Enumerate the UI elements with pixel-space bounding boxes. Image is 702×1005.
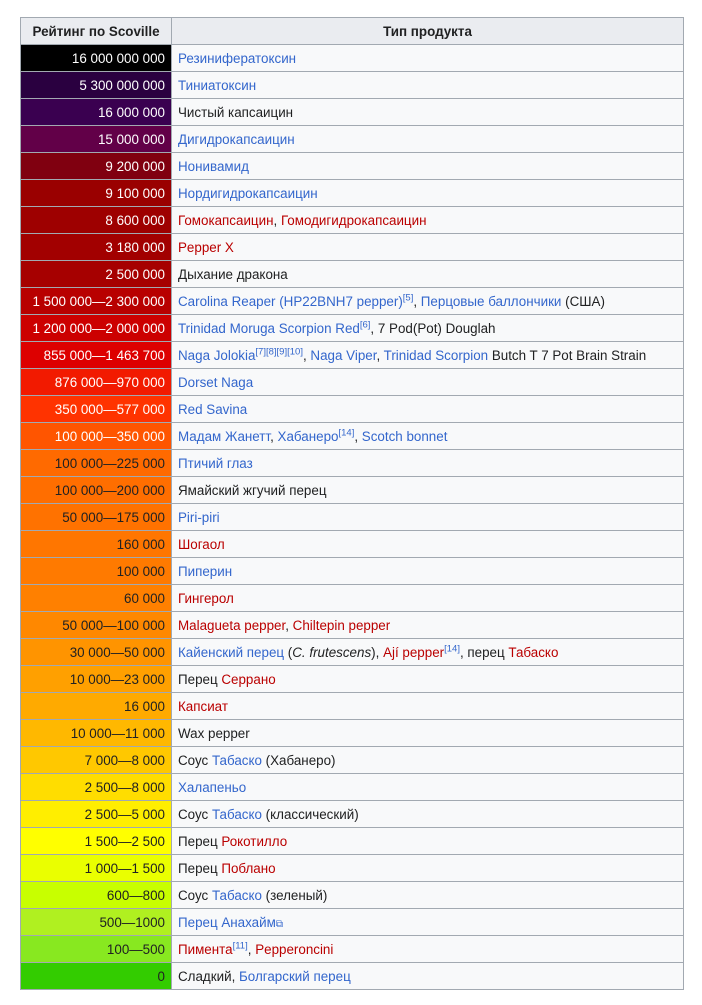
product-cell [172,423,684,450]
article-link[interactable]: Scotch bonnet [361,428,448,444]
rating-cell: 876 000—970 000 [21,369,172,396]
table-row [21,126,684,153]
product-cell [172,126,684,153]
rating-cell: 100 000 [21,558,172,585]
rating-cell: 100—500 [21,936,172,963]
product-cell [172,207,684,234]
table-row [21,801,684,828]
table-row [21,855,684,882]
article-link[interactable]: Табаско [211,887,262,903]
article-link[interactable]: Trinidad Scorpion [383,347,489,363]
table-row [21,369,684,396]
article-link[interactable]: Хабанеро [277,428,339,444]
article-link[interactable]: Перец Анахайм [178,914,276,930]
plain-text: Wax pepper [178,725,250,741]
rating-cell: 9 200 000 [21,153,172,180]
rating-cell: 30 000—50 000 [21,639,172,666]
table-row [21,720,684,747]
plain-text: Соус [178,806,212,822]
plain-text: (зеленый) [261,887,328,903]
table-row [21,423,684,450]
rating-cell: 500—1000 [21,909,172,936]
article-link[interactable]: Птичий глаз [178,455,253,471]
rating-cell: 1 200 000—2 000 000 [21,315,172,342]
table-row [21,477,684,504]
table-row [21,207,684,234]
missing-article-link[interactable]: Поблано [221,860,276,876]
article-link[interactable]: Дигидрокапсаицин [178,131,295,147]
reference-link[interactable]: [5] [402,292,414,304]
rating-cell: 100 000—200 000 [21,477,172,504]
product-cell [172,666,684,693]
rating-cell: 15 000 000 [21,126,172,153]
missing-article-link[interactable]: Malagueta pepper [178,617,286,633]
missing-article-link[interactable]: Рокотилло [221,833,288,849]
article-link[interactable]: Нонивамид [178,158,249,174]
product-cell [172,828,684,855]
product-cell [172,531,684,558]
rating-cell: 100 000—225 000 [21,450,172,477]
table-row [21,261,684,288]
table-row [21,828,684,855]
table-row [21,342,684,369]
missing-article-link[interactable]: Ají pepper [383,644,445,660]
rating-cell: 160 000 [21,531,172,558]
product-cell [172,504,684,531]
article-link[interactable]: Резинифератоксин [178,50,297,66]
plain-text: , [273,212,281,228]
table-row [21,666,684,693]
rating-cell: 2 500—5 000 [21,801,172,828]
plain-text: ), [371,644,384,660]
table-row [21,288,684,315]
table-row [21,45,684,72]
table-row [21,639,684,666]
rating-cell: 600—800 [21,882,172,909]
article-link[interactable]: Тиниатоксин [178,77,257,93]
rating-cell: 16 000 [21,693,172,720]
article-link[interactable]: Мадам Жанетт [178,428,271,444]
plain-text: , [302,347,311,363]
table-row [21,99,684,126]
reference-link[interactable]: [14] [338,427,355,439]
rating-cell: 10 000—11 000 [21,720,172,747]
plain-text: Butch T 7 Pot Brain Strain [488,347,647,363]
missing-article-link[interactable]: Шогаол [178,536,225,552]
table-row [21,882,684,909]
product-cell [172,450,684,477]
product-cell [172,180,684,207]
product-cell [172,936,684,963]
product-cell [172,747,684,774]
plain-text: (классический) [261,806,359,822]
plain-text: (США) [561,293,605,309]
rating-cell: 0 [21,963,172,990]
missing-article-link[interactable]: Гомодигидрокапсаицин [280,212,427,228]
article-link[interactable]: Болгарский перец [239,968,351,984]
article-link[interactable]: Табаско [211,752,262,768]
rating-cell: 1 500 000—2 300 000 [21,288,172,315]
product-cell [172,153,684,180]
article-link[interactable]: Нордигидрокапсаицин [178,185,318,201]
product-cell [172,72,684,99]
plain-text: , [270,428,278,444]
plain-text: Перец [178,671,222,687]
plain-text: Сладкий, [178,968,240,984]
missing-article-link[interactable]: Серрано [221,671,276,687]
rating-cell: 50 000—175 000 [21,504,172,531]
rating-cell: 16 000 000 000 [21,45,172,72]
rating-cell: 60 000 [21,585,172,612]
product-cell [172,369,684,396]
header-rating[interactable]: Рейтинг по Scoville [21,18,172,45]
article-link[interactable]: Халапеньо [178,779,247,795]
table-row [21,585,684,612]
product-cell [172,477,684,504]
plain-text: , 7 Pod(Pot) Douglah [370,320,496,336]
header-product-type[interactable]: Тип продукта [172,18,684,45]
missing-article-link[interactable]: Pepperoncini [255,941,334,957]
plain-text: , [247,941,256,957]
article-link[interactable]: Naga Jolokia [178,347,256,363]
table-row [21,153,684,180]
reference-link[interactable]: [11] [232,940,248,952]
missing-article-link[interactable]: Табаско [508,644,559,660]
table-body [21,45,684,990]
plain-text: Ямайский жгучий перец [178,482,327,498]
rating-cell: 1 500—2 500 [21,828,172,855]
product-cell [172,909,684,936]
plain-text: , перец [459,644,509,660]
table-row [21,936,684,963]
product-cell [172,342,684,369]
rating-cell: 100 000—350 000 [21,423,172,450]
product-cell [172,693,684,720]
table-row [21,612,684,639]
table-row [21,693,684,720]
missing-article-link[interactable]: Гингерол [178,590,234,606]
plain-text: , [285,617,293,633]
product-cell [172,99,684,126]
product-cell [172,234,684,261]
article-link[interactable]: Перцовые баллончики [420,293,562,309]
table-row [21,909,684,936]
scoville-table [20,17,684,990]
table-row [21,531,684,558]
rating-cell: 855 000—1 463 700 [21,342,172,369]
product-cell [172,801,684,828]
product-cell [172,639,684,666]
rating-cell: 2 500 000 [21,261,172,288]
plain-text: Перец [178,833,222,849]
rating-cell: 16 000 000 [21,99,172,126]
external-link-icon: ⧉ [275,918,283,930]
table-row [21,963,684,990]
product-cell [172,396,684,423]
product-cell [172,963,684,990]
table-row [21,234,684,261]
plain-text: (Хабанеро) [261,752,336,768]
reference-link[interactable]: [7][8][9][10] [255,346,303,358]
plain-text: , [413,293,421,309]
product-cell [172,261,684,288]
rating-cell: 50 000—100 000 [21,612,172,639]
rating-cell: 10 000—23 000 [21,666,172,693]
table-row [21,558,684,585]
rating-cell: 2 500—8 000 [21,774,172,801]
italic-text: C. frutescens [292,644,372,660]
rating-cell: 8 600 000 [21,207,172,234]
article-link[interactable]: Naga Viper [310,347,377,363]
article-link[interactable]: Piri-piri [178,509,220,525]
table-row [21,396,684,423]
table-row [21,747,684,774]
rating-cell: 3 180 000 [21,234,172,261]
product-cell [172,720,684,747]
missing-article-link[interactable]: Пимента [178,941,233,957]
plain-text: Чистый капсаицин [178,104,294,120]
product-cell [172,882,684,909]
article-link[interactable]: Trinidad Moruga Scorpion Red [178,320,360,336]
plain-text: , [376,347,384,363]
product-cell [172,855,684,882]
article-link[interactable]: Кайенский перец [178,644,285,660]
rating-cell: 9 100 000 [21,180,172,207]
plain-text: Перец [178,860,222,876]
table-row [21,774,684,801]
header-row [21,18,684,45]
rating-cell: 7 000—8 000 [21,747,172,774]
plain-text: , [354,428,362,444]
article-link[interactable]: Пиперин [178,563,233,579]
plain-text: Соус [178,887,212,903]
article-link[interactable]: Табаско [211,806,262,822]
table-row [21,180,684,207]
reference-link[interactable]: [14] [444,643,460,655]
article-link[interactable]: Red Savina [178,401,248,417]
plain-text: ( [284,644,293,660]
plain-text: Дыхание дракона [178,266,288,282]
table-row [21,504,684,531]
product-cell [172,558,684,585]
product-cell [172,585,684,612]
missing-article-link[interactable]: Chiltepin pepper [292,617,391,633]
product-cell [172,774,684,801]
article-link[interactable]: Carolina Reaper (HP22BNH7 pepper) [178,293,403,309]
rating-cell: 350 000—577 000 [21,396,172,423]
rating-cell: 1 000—1 500 [21,855,172,882]
table-row [21,72,684,99]
product-cell [172,288,684,315]
missing-article-link[interactable]: Гомокапсаицин [178,212,274,228]
missing-article-link[interactable]: Pepper X [178,239,234,255]
article-link[interactable]: Dorset Naga [178,374,254,390]
table-row [21,450,684,477]
reference-link[interactable]: [6] [359,319,371,331]
plain-text: Соус [178,752,212,768]
table-row [21,315,684,342]
missing-article-link[interactable]: Капсиат [178,698,228,714]
product-cell [172,315,684,342]
rating-cell: 5 300 000 000 [21,72,172,99]
scoville-table-container [20,17,684,990]
product-cell [172,612,684,639]
product-cell [172,45,684,72]
